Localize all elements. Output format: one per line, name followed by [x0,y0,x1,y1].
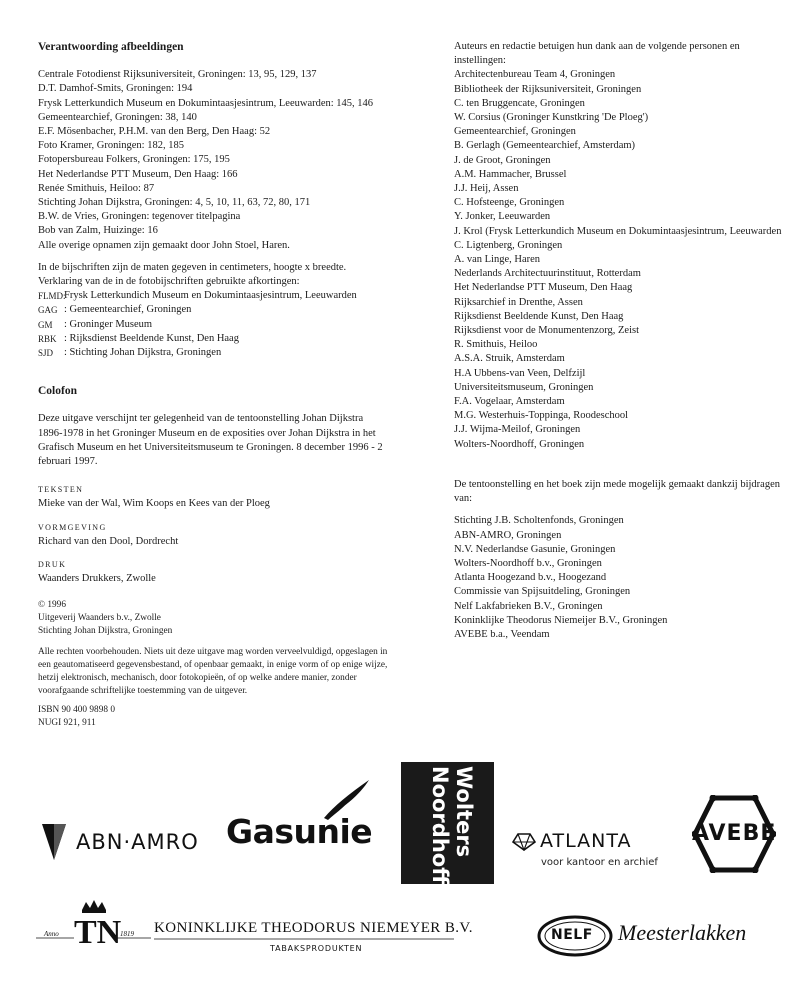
thanks-line: Het Nederlandse PTT Museum, Den Haag [454,282,633,294]
thanks-line: Rijksarchief in Drenthe, Assen [454,296,583,308]
thanks-line: C. ten Bruggencate, Groningen [454,97,585,109]
copyright-line: © 1996 [38,599,66,610]
nelf-logo [536,912,746,962]
credit-line: Gemeentearchief, Groningen: 38, 140 [38,111,197,123]
credit-line: Frysk Letterkundich Museum en Dokumintaasjesintrum, Leeuwarden: 145, 146 [38,97,374,109]
abbreviation-row [38,346,388,360]
thanks-line: Universiteitsmuseum, Groningen [454,381,594,393]
sponsor-line: N.V. Nederlandse Gasunie, Groningen [454,543,616,555]
credit-line: Renée Smithuis, Heiloo: 87 [38,182,155,194]
sponsor-line: AVEBE b.a., Veendam [454,628,550,640]
credit-line: D.T. Damhof-Smits, Groningen: 194 [38,83,193,95]
design-value: Richard van den Dool, Dordrecht [38,535,179,547]
design-label: VORMGEVING [38,522,107,532]
credits-heading: Verantwoording afbeeldingen [38,41,184,53]
niemeyer-subtitle: TABAKSPRODUKTEN [270,944,363,953]
measure-note: In de bijschriften zijn de maten gegeven in centimeters, hoogte x breedte. [38,261,347,273]
abbreviation-row [38,289,388,303]
thanks-line: A.M. Hammacher, Brussel [454,168,567,180]
credit-line: Foto Kramer, Groningen: 182, 185 [38,140,184,152]
thanks-line: C. Ligtenberg, Groningen [454,239,563,251]
sponsor-line: ABN-AMRO, Groningen [454,529,562,541]
atlanta-diamond-icon [512,833,536,851]
abbreviation-key: FLMD: [38,291,66,302]
avebe-wordmark: AVEBE [692,821,777,846]
abbreviation-key: SJD [38,348,54,359]
copyright-line: Uitgeverij Waanders b.v., Zwolle [38,612,161,623]
tn-monogram: TN [74,914,122,951]
credit-line: Fotopersbureau Folkers, Groningen: 175, 195 [38,154,230,166]
gasunie-wordmark: Gasunie [226,812,373,851]
credit-line: Centrale Fotodienst Rijksuniversiteit, Groningen: 13, 95, 129, 137 [38,69,317,81]
niemeyer-title: KONINKLIJKE THEODORUS NIEMEYER B.V. [154,920,473,936]
thanks-line: J.J. Wijma-Meilof, Groningen [454,424,581,436]
thanks-line: B. Gerlagh (Gemeentearchief, Amsterdam) [454,140,636,152]
avebe-logo [692,795,776,873]
abbreviation-value: : Stichting Johan Dijkstra, Groningen [64,347,222,359]
thanks-line: Rijksdienst Beeldende Kunst, Den Haag [454,310,624,322]
thanks-line: Gemeentearchief, Groningen [454,126,576,138]
niemeyer-logo [36,898,473,958]
thanks-line: Y. Jonker, Leeuwarden [454,211,551,223]
abbreviation-row [38,303,388,317]
nelf-wordmark: NELF [551,927,593,943]
thanks-line: Architectenbureau Team 4, Groningen [454,69,616,81]
left-column [38,40,388,730]
credit-line: Bob van Zalm, Huizinge: 16 [38,225,158,237]
noordhoff-word: Noordhoff [428,766,452,884]
tn-anno-label: Anno [44,930,59,938]
abbreviation-value: : Gemeentearchief, Groningen [64,304,192,316]
texts-value: Mieke van der Wal, Wim Koops en Kees van der Ploeg [38,498,270,510]
thanks-line: J. de Groot, Groningen [454,154,551,166]
thanks-line: F.A. Vogelaar, Amsterdam [454,396,565,408]
right-column [454,40,794,642]
thanks-intro: Auteurs en redactie betuigen hun dank aan de volgende personen en instellingen: [454,41,740,67]
sponsor-line: Nelf Lakfabrieken B.V., Groningen [454,600,603,612]
niemeyer-rule [154,938,454,942]
abbreviation-key: GAG [38,305,58,316]
thanks-line: R. Smithuis, Heiloo [454,339,538,351]
thanks-line: A. van Linge, Haren [454,254,541,266]
credits-list [38,68,388,253]
abbreviations-intro: Verklaring van de in de fotobijschriften gebruikte afkortingen: [38,276,300,288]
sponsor-line: Koninklijke Theodorus Niemeijer B.V., Groningen [454,614,668,626]
credit-line: Het Nederlandse PTT Museum, Den Haag: 166 [38,168,238,180]
abbreviation-value: Frysk Letterkundich Museum en Dokumintaasjesintrum, Leeuwarden [64,290,357,302]
thanks-line: H.A Ubbens-van Veen, Delfzijl [454,367,586,379]
abbreviation-value: : Rijksdienst Beeldende Kunst, Den Haag [64,332,239,344]
thanks-line: J.J. Heij, Assen [454,183,519,195]
print-label: DRUK [38,560,67,570]
credit-line: Stichting Johan Dijkstra, Groningen: 4, 5, 10, 11, 63, 72, 80, 171 [38,197,311,209]
abbreviation-row [38,318,388,332]
sponsor-line: Stichting J.B. Scholtenfonds, Groningen [454,515,624,527]
atlanta-tagline: voor kantoor en archief [541,857,658,868]
thanks-line: A.S.A. Struik, Amsterdam [454,353,565,365]
thanks-line: C. Hofsteenge, Groningen [454,197,565,209]
thanks-line: Wolters-Noordhoff, Groningen [454,438,585,450]
sponsors-list [454,514,794,642]
sponsor-line: Wolters-Noordhoff b.v., Groningen [454,557,602,569]
colofon-heading: Colofon [38,385,77,398]
thanks-list [454,68,794,451]
thanks-line: M.G. Westerhuis-Toppinga, Roodeschool [454,410,629,422]
sponsor-line: Commissie van Spijsuitdeling, Groningen [454,586,631,598]
wolters-noordhoff-logo [401,762,494,884]
texts-label: TEKSTEN [38,485,84,495]
abbreviation-key: RBK [38,333,57,344]
colofon-intro: Deze uitgave verschijnt ter gelegenheid van de tentoonstelling Johan Dijkstra 1896-1978 in het Groninger Museum en de exposities over Johan Dijkstra in het Grafisch Museum en het Universiteitsmuseum te Groningen. 8 december 1996 - 2 februari 1997. [38,413,383,468]
credit-line: E.F. Mösenbacher, P.H.M. van den Berg, Den Haag: 52 [38,126,271,138]
thanks-line: Nederlands Architectuurinstituut, Rotterdam [454,268,641,280]
copyright-line: Stichting Johan Dijkstra, Groningen [38,625,173,636]
thanks-line: Rijksdienst voor de Monumentenzorg, Zeist [454,325,639,337]
thanks-line: J. Krol (Frysk Letterkundich Museum en Dokumintaasjesintrum, Leeuwarden [454,225,782,237]
gasunie-logo [226,776,376,856]
print-value: Waanders Drukkers, Zwolle [38,573,156,585]
abbreviation-row [38,332,388,346]
sponsor-line: Atlanta Hoogezand b.v., Hoogezand [454,572,607,584]
abbreviation-key: GM [38,319,53,330]
isbn: ISBN 90 400 9898 0 [38,704,115,715]
rights-notice: Alle rechten voorbehouden. Niets uit deze uitgave mag worden verveelvuldigd, opgeslagen in een geautomatiseerd gegevensbestand, of openbaar gemaakt, in enige vorm of op enige wijze, hetzij elektronisch, mechanisch, door fotokopieën, of op welke andere manier, zonder voorafgaande schriftelijke toestemming van de uitgever. [38,646,388,696]
atlanta-logo [512,830,662,875]
abn-amro-logo [40,822,215,862]
abn-amro-shield-icon [40,822,68,862]
atlanta-wordmark: ATLANTA [540,830,632,852]
abn-amro-wordmark: ABN·AMRO [76,830,199,854]
tn-year-label: 1819 [120,930,134,938]
copyright-block [38,599,388,638]
nelf-script-wordmark: Meesterlakken [618,920,747,945]
thanks-line: W. Corsius (Groninger Kunstkring 'De Ploeg') [454,112,649,124]
thanks-line: Bibliotheek der Rijksuniversiteit, Groningen [454,83,642,95]
sponsors-intro: De tentoonstelling en het boek zijn mede mogelijk gemaakt dankzij bijdragen van: [454,478,780,505]
nugi: NUGI 921, 911 [38,717,96,728]
abbreviation-value: : Groninger Museum [64,318,153,330]
wolters-word: Wolters [452,766,476,858]
credit-line: B.W. de Vries, Groningen: tegenover titelpagina [38,211,241,223]
credit-line: Alle overige opnamen zijn gemaakt door John Stoel, Haren. [38,239,290,251]
